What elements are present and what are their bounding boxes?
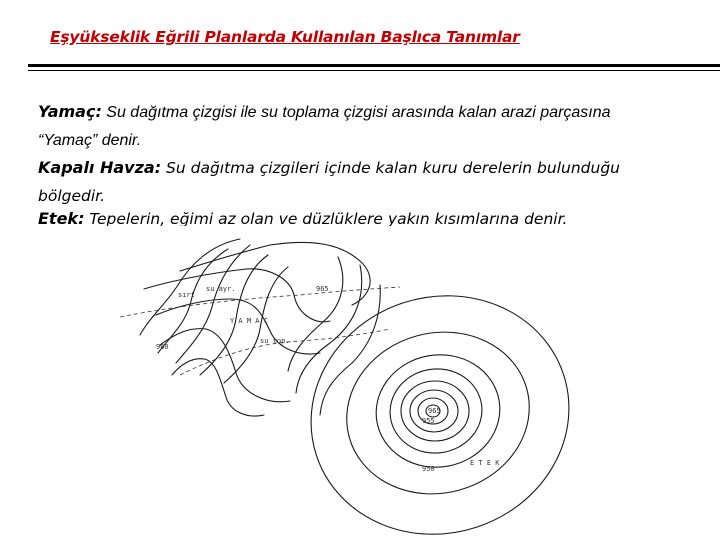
- label-sirt: sırt: [178, 291, 195, 299]
- definition-kapali-havza: [38, 154, 620, 182]
- label-955: 955: [422, 417, 435, 425]
- term-kapali-havza: Kapalı Havza:: [38, 158, 162, 177]
- slide-title: Eşyükseklik Eğrili Planlarda Kullanılan Başlıca Tanımlar: [50, 28, 520, 46]
- definition-text-cont: [38, 182, 105, 210]
- title-divider: [28, 64, 720, 67]
- label-965-summit: 965: [428, 407, 441, 415]
- definition-text-cont: [38, 126, 141, 155]
- definition-yamac: [38, 98, 611, 127]
- label-yamac: Y A M A Ç: [230, 317, 268, 325]
- definition-etek: [38, 210, 638, 226]
- label-su-ayr: su ayr.: [206, 285, 236, 293]
- term-etek: Etek:: [38, 210, 85, 226]
- definition-text: Su dağıtma çizgisi ile su toplama çizgisi arasında kalan arazi parçasına: [101, 104, 611, 121]
- term-yamac: Yamaç:: [38, 102, 102, 121]
- title-divider-thin: [28, 70, 720, 71]
- label-950: 950: [422, 465, 435, 473]
- definition-text: “Yamaç” denir.: [38, 132, 142, 149]
- label-etek: E T E K: [470, 459, 500, 467]
- definition-text: bölgedir.: [38, 187, 106, 205]
- label-960: 960: [156, 343, 169, 351]
- contour-map-figure: [120, 225, 720, 540]
- definition-text: Tepelerin, eğimi az olan ve düzlüklere yakın kısımlarına denir.: [84, 210, 568, 226]
- label-965: 965: [316, 285, 329, 293]
- definition-text: Su dağıtma çizgileri içinde kalan kuru derelerin bulunduğu: [161, 159, 620, 177]
- label-su-top: su top.: [260, 337, 290, 345]
